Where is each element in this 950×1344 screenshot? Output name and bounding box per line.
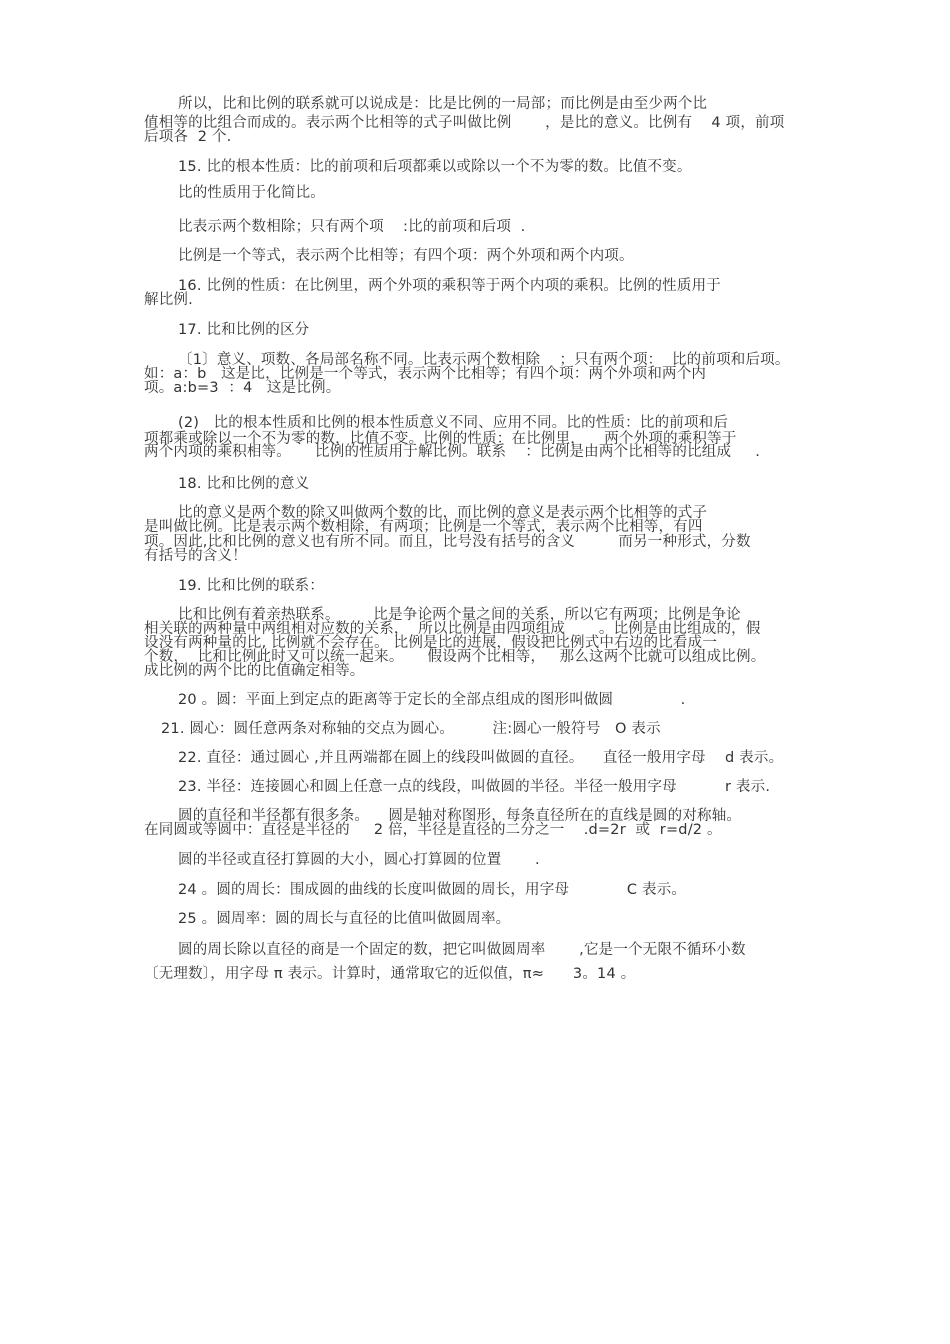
text-line: 相关联的两种量中两组相对应数的关系， 所以比例是由四项组成 。比例是由比组成的，假 (144, 621, 761, 637)
text-line: 比和比例有着亲热联系。 比是争论两个量之间的关系，所以它有两项；比例是争论 (178, 607, 741, 623)
text-line: 后项各 2 个. (144, 129, 232, 145)
text-line: 在同圆或等圆中：直径是半径的 2 倍，半径是直径的二分之一 .d=2r 或 r=d/2 。 (144, 822, 722, 838)
text-line: 25 。圆周率：圆的周长与直径的比值叫做圆周率。 (178, 911, 511, 927)
text-line: 比例是一个等式，表示两个比相等；有四个项：两个外项和两个内项。 (178, 248, 634, 264)
section-heading: 17. 比和比例的区分 (178, 322, 310, 338)
text-line: 项都乘或除以一个不为零的数，比值不变。比例的性质：在比例里， 两个外项的乘积等于 (144, 431, 737, 447)
text-line: 20 。圆：平面上到定点的距离等于定长的全部点组成的图形叫做圆 . (178, 692, 686, 708)
text-line: 22. 直径：通过圆心 ,并且两端都在圆上的线段叫做圆的直径。 直径一般用字母 d 表示。 (178, 750, 784, 766)
text-line: 有括号的含义！ (144, 548, 247, 564)
text-line: 比的意义是两个数的除又叫做两个数的比，而比例的意义是表示两个比相等的式子 (178, 505, 708, 521)
text-line: 比表示两个数相除；只有两个项 :比的前项和后项 . (178, 219, 526, 235)
text-line: 项。a:b=3 ：4 这是比例。 (144, 380, 341, 396)
text-line: 是叫做比例。比是表示两个数相除，有两项；比例是一个等式，表示两个比相等，有四 (144, 519, 703, 535)
text-line: 两个内项的乘积相等。 比例的性质用于解比例。联系 ：比例是由两个比相等的比组成 . (144, 444, 761, 460)
section-heading: 18. 比和比例的意义 (178, 476, 310, 492)
text-line: 〔无理数〕，用字母 π 表示。计算时，通常取它的近似值，π≈ 3。14 。 (144, 966, 636, 982)
text-line: 所以，比和比例的联系就可以说成是：比是比例的一局部；而比例是由至少两个比 (178, 96, 708, 112)
text-line: 16. 比例的性质：在比例里，两个外项的乘积等于两个内项的乘积。比例的性质用于 (178, 278, 721, 294)
section-heading: 19. 比和比例的联系： (178, 578, 325, 594)
text-line: 23. 半径：连接圆心和圆上任意一点的线段，叫做圆的半径。半径一般用字母 r 表示. (178, 779, 771, 795)
text-line: 21. 圆心：圆任意两条对称轴的交点为圆心。 注:圆心一般符号 O 表示 (161, 721, 661, 737)
text-line: 解比例. (144, 292, 193, 308)
text-line: 24 。圆的周长：围成圆的曲线的长度叫做圆的周长，用字母 C 表示。 (178, 882, 687, 898)
text-line: 圆的半径或直径打算圆的大小，圆心打算圆的位置 . (178, 852, 540, 868)
text-line: 圆的周长除以直径的商是一个固定的数，把它叫做圆周率 ,它是一个无限不循环小数 (178, 942, 746, 958)
text-line: 值相等的比组合而成的。表示两个比相等的式子叫做比例 ，是比的意义。比例有 4 项，前项 (144, 115, 785, 131)
text-line: 圆的直径和半径都有很多条。 圆是轴对称图形，每条直径所在的直线是圆的对称轴。 (178, 808, 742, 824)
text-line: (2) 比的根本性质和比例的根本性质意义不同、应用不同。比的性质：比的前项和后 (178, 415, 729, 431)
text-line: 设没有两种量的比, 比例就不会存在。 比例是比的进展，假设把比例式中右边的比看成一 (144, 635, 718, 651)
text-line: 15. 比的根本性质：比的前项和后项都乘以或除以一个不为零的数。比值不变。 (178, 159, 692, 175)
text-line: 个数， 比和比例此时又可以统一起来。 假设两个比相等， 那么这两个比就可以组成比例。 (144, 649, 766, 665)
text-line: 成比例的两个比的比值确定相等。 (144, 663, 365, 679)
text-line: 〔1〕意义、项数、各局部名称不同。比表示两个数相除 ；只有两个项： 比的前项和后项。 (178, 352, 790, 368)
text-line: 如：a：b 这是比，比例是一个等式，表示两个比相等；有四个项：两个外项和两个内 (144, 366, 707, 382)
text-line: 比的性质用于化简比。 (178, 185, 325, 201)
text-line: 项。因此,比和比例的意义也有所不同。而且，比号没有括号的含义 而另一种形式，分数 (144, 534, 751, 550)
